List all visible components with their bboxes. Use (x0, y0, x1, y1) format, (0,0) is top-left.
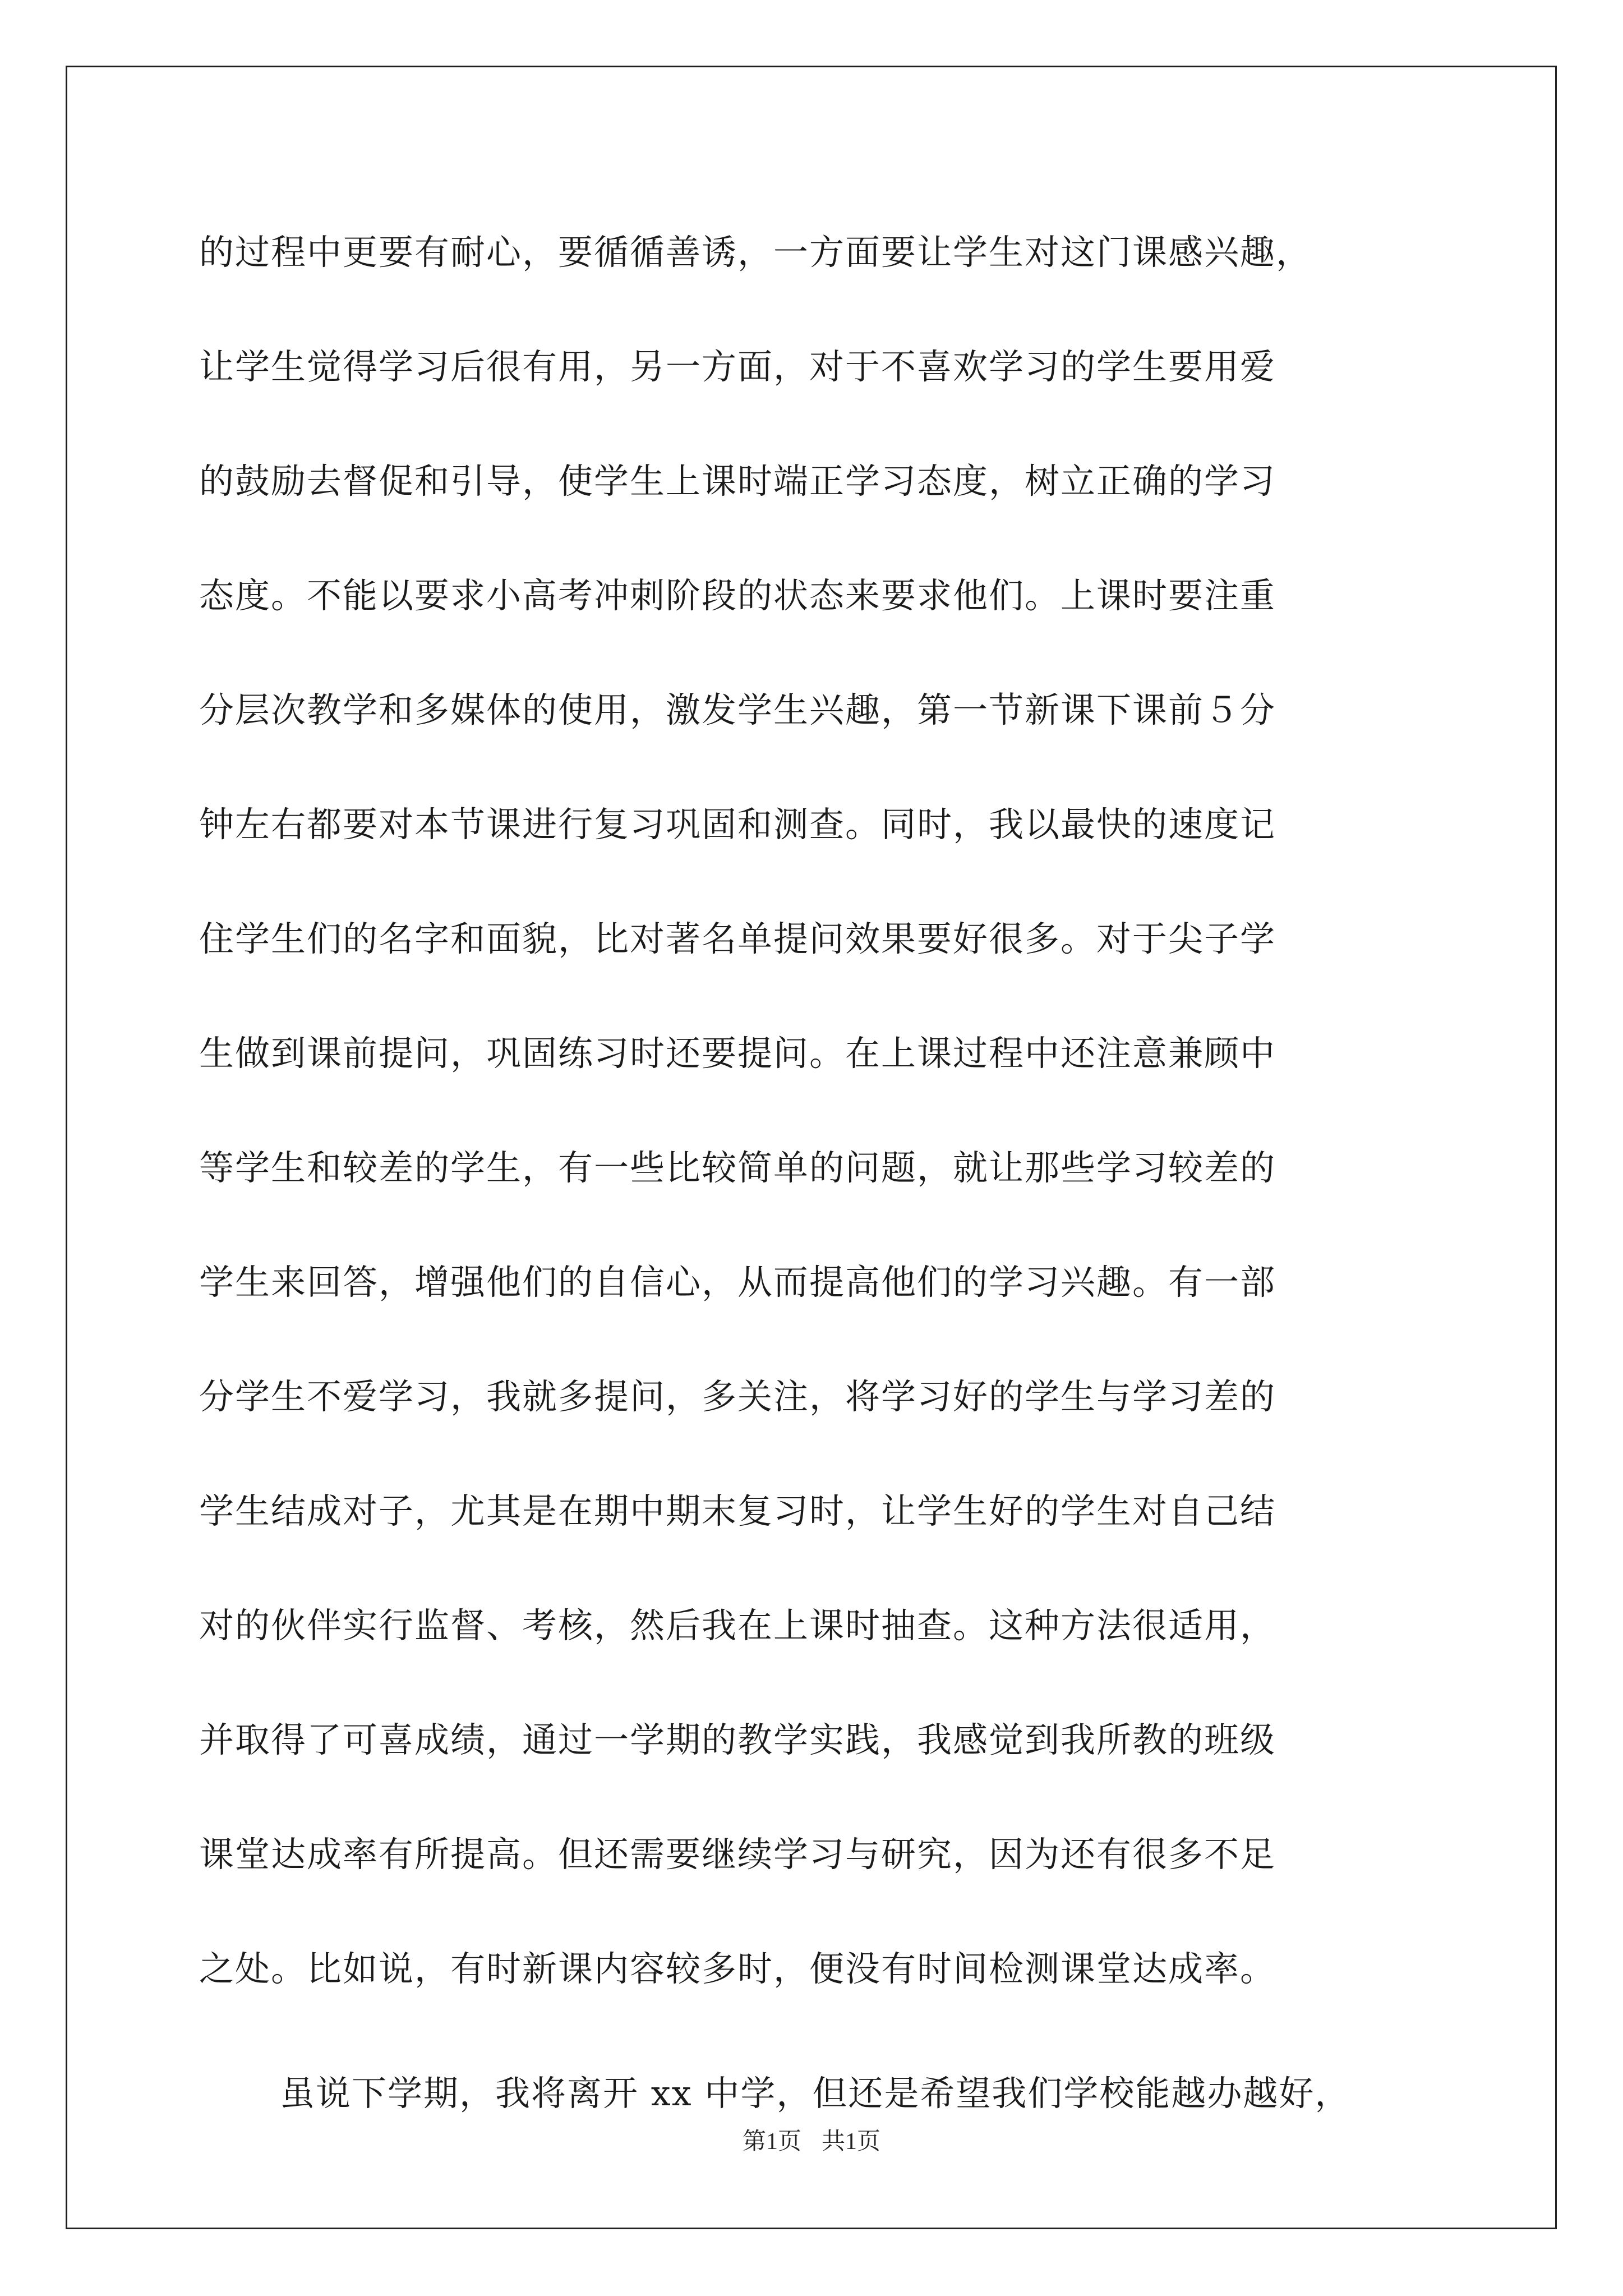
document-body (199, 195, 1444, 2151)
text-line: 生做到课前提问，巩固练习时还要提问。在上课过程中还注意兼顾中 (199, 1033, 1276, 1074)
paragraph-start: 虽说下学期，我将离开 xx 中学，但还是希望我们学校能越办越好， (280, 2073, 1351, 2114)
text-line: 等学生和较差的学生，有一些比较简单的问题，就让那些学习较差的 (199, 1147, 1276, 1188)
text-line: 的鼓励去督促和引导，使学生上课时端正学习态度，树立正确的学习 (199, 461, 1276, 501)
text-line: 的过程中更要有耐心，要循循善诱，一方面要让学生对这门课感兴趣， (199, 232, 1312, 273)
text-line: 钟左右都要对本节课进行复习巩固和测查。同时，我以最快的速度记 (199, 804, 1276, 845)
page-total: 共1页 (822, 2129, 881, 2155)
page-footer (0, 2123, 1623, 2156)
page-number: 第1页 (742, 2129, 801, 2155)
text-line: 并取得了可喜成绩，通过一学期的教学实践，我感觉到我所教的班级 (199, 1719, 1276, 1760)
text-line: 住学生们的名字和面貌，比对著名单提问效果要好很多。对于尖子学 (199, 918, 1276, 959)
text-line: 课堂达成率有所提高。但还需要继续学习与研究，因为还有很多不足 (199, 1834, 1276, 1875)
text-line: 学生结成对子，尤其是在期中期末复习时，让学生好的学生对自己结 (199, 1490, 1276, 1531)
text-line: 学生来回答，增强他们的自信心，从而提高他们的学习兴趣。有一部 (199, 1262, 1276, 1303)
text-line: 分层次教学和多媒体的使用，激发学生兴趣，第一节新课下课前５分 (199, 689, 1276, 730)
text-line: 分学生不爱学习，我就多提问，多关注，将学习好的学生与学习差的 (199, 1376, 1276, 1417)
text-line: 让学生觉得学习后很有用，另一方面，对于不喜欢学习的学生要用爱 (199, 346, 1276, 387)
text-line: 态度。不能以要求小高考冲刺阶段的状态来要求他们。上课时要注重 (199, 575, 1276, 616)
text-line: 之处。比如说，有时新课内容较多时，便没有时间检测课堂达成率。 (199, 1948, 1276, 1989)
text-line: 对的伙伴实行监督、考核，然后我在上课时抽查。这种方法很适用， (199, 1605, 1276, 1646)
